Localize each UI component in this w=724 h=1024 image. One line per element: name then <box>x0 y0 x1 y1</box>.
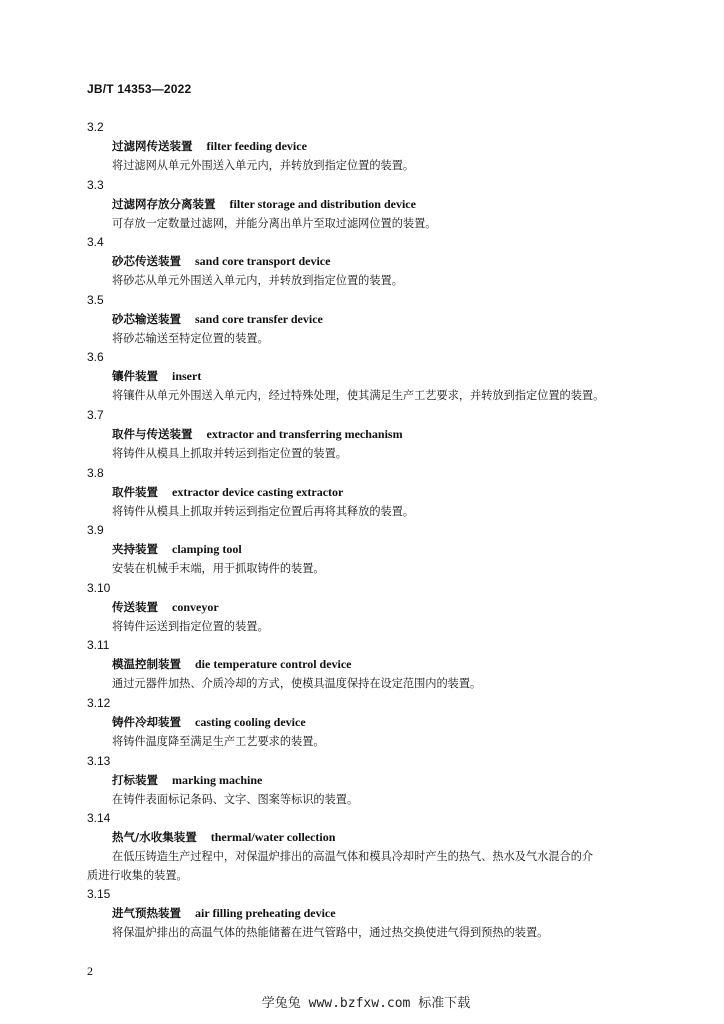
term-en: clamping tool <box>172 542 242 557</box>
term-entry <box>87 884 667 942</box>
entry-number: 3.14 <box>87 811 111 826</box>
term-entry <box>87 290 667 348</box>
entry-number: 3.15 <box>87 887 111 902</box>
entry-number: 3.3 <box>87 177 104 192</box>
term-en: conveyor <box>172 599 219 614</box>
term-definition-continued: 质进行收集的装置。 <box>87 869 188 883</box>
term-definition: 将铸件运送到指定位置的装置。 <box>112 619 269 633</box>
term-entry <box>87 578 667 636</box>
term-definition: 在低压铸造生产过程中，对保温炉排出的高温气体和模具冷却时产生的热气、热水及气水混合的介 <box>112 850 594 864</box>
term-entry <box>87 405 667 463</box>
term-cn: 铸件冷却装置 <box>112 714 181 729</box>
term-definition: 可存放一定数量过滤网，并能分离出单片至取过滤网位置的装置。 <box>112 216 437 230</box>
term-entry <box>87 117 667 175</box>
term-entry <box>87 693 667 751</box>
term-cn: 过滤网传送装置 <box>112 139 193 153</box>
term-entry <box>87 347 667 405</box>
entry-number: 3.5 <box>87 292 104 307</box>
entry-number: 3.8 <box>87 465 104 480</box>
term-cn: 传送装置 <box>112 599 158 614</box>
term-title <box>112 483 667 502</box>
term-cn: 夹持装置 <box>112 542 158 557</box>
term-cn: 砂芯传送装置 <box>112 254 181 269</box>
term-entry <box>87 808 667 884</box>
term-entry <box>87 232 667 290</box>
entry-number: 3.6 <box>87 350 104 365</box>
entry-number: 3.11 <box>87 638 110 653</box>
term-en: sand core transport device <box>195 254 331 269</box>
term-definition: 将镶件从单元外围送入单元内，经过特殊处理，使其满足生产工艺要求，并转放到指定位置的装置。 <box>112 389 605 403</box>
term-cn: 镶件装置 <box>112 369 158 384</box>
term-cn: 取件与传送装置 <box>112 426 193 441</box>
term-entry <box>87 751 667 809</box>
term-definition: 在铸件表面标记条码、文字、图案等标识的装置。 <box>112 792 359 806</box>
term-title <box>112 195 667 214</box>
term-definition: 将砂芯输送至特定位置的装置。 <box>112 331 269 345</box>
term-title <box>112 367 667 386</box>
term-definition: 通过元器件加热、介质冷却的方式，使模具温度保持在设定范围内的装置。 <box>112 677 482 691</box>
term-cn: 取件装置 <box>112 484 158 499</box>
entry-number: 3.12 <box>87 695 111 710</box>
term-entry <box>87 520 667 578</box>
term-title <box>112 655 667 674</box>
page-number: 2 <box>87 964 93 978</box>
term-title <box>112 771 667 790</box>
term-entry <box>87 463 667 521</box>
term-en: extractor and transferring mechanism <box>206 426 403 441</box>
term-cn: 进气预热装置 <box>112 906 181 921</box>
term-title <box>112 252 667 271</box>
term-cn: 砂芯输送装置 <box>112 311 181 326</box>
term-definition: 安装在机械手末端，用于抓取铸件的装置。 <box>112 562 325 576</box>
term-en: insert <box>172 369 202 384</box>
entry-number: 3.13 <box>87 753 111 768</box>
term-title <box>112 540 667 559</box>
term-definition: 将铸件从模具上抓取并转运到指定位置的装置。 <box>112 446 347 460</box>
entry-number: 3.10 <box>87 580 111 595</box>
term-en: extractor device casting extractor <box>172 484 344 499</box>
term-en: air filling preheating device <box>195 906 336 921</box>
term-en: sand core transfer device <box>195 311 323 326</box>
term-definition: 将保温炉排出的高温气体的热能储蓄在进气管路中，通过热交换使进气得到预热的装置。 <box>112 926 549 940</box>
terms-list <box>87 117 667 942</box>
term-cn: 模温控制装置 <box>112 657 181 672</box>
term-definition: 将砂芯从单元外围送入单元内，并转放到指定位置的装置。 <box>112 274 403 288</box>
entry-number: 3.9 <box>87 523 104 538</box>
term-entry <box>87 635 667 693</box>
term-en: filter feeding device <box>206 139 307 153</box>
term-en: thermal/water collection <box>210 830 336 845</box>
entry-number: 3.4 <box>87 235 104 250</box>
term-en: marking machine <box>172 772 263 787</box>
term-en: casting cooling device <box>195 714 306 729</box>
term-en: filter storage and distribution device <box>229 196 416 211</box>
term-title <box>112 425 667 444</box>
term-definition: 将铸件温度降至满足生产工艺要求的装置。 <box>112 734 325 748</box>
term-title <box>112 310 667 329</box>
term-entry <box>87 175 667 233</box>
term-title <box>112 713 667 732</box>
term-definition: 将过滤网从单元外围送入单元内，并转放到指定位置的装置。 <box>112 159 415 172</box>
site-watermark: 学兔兔 www.bzfxw.com 标准下载 <box>261 996 471 1011</box>
term-definition: 将铸件从模具上抓取并转运到指定位置后再将其释放的装置。 <box>112 504 415 518</box>
entry-number: 3.7 <box>87 407 104 422</box>
term-cn: 过滤网存放分离装置 <box>112 196 216 211</box>
entry-number: 3.2 <box>87 120 104 134</box>
term-title <box>112 137 667 156</box>
term-title <box>112 904 667 923</box>
term-en: die temperature control device <box>195 657 352 672</box>
term-title <box>112 828 667 847</box>
term-cn: 打标装置 <box>112 772 158 787</box>
term-cn: 热气/水收集装置 <box>112 830 197 845</box>
standard-number-header: JB/T 14353—2022 <box>87 82 192 96</box>
term-title <box>112 598 667 617</box>
